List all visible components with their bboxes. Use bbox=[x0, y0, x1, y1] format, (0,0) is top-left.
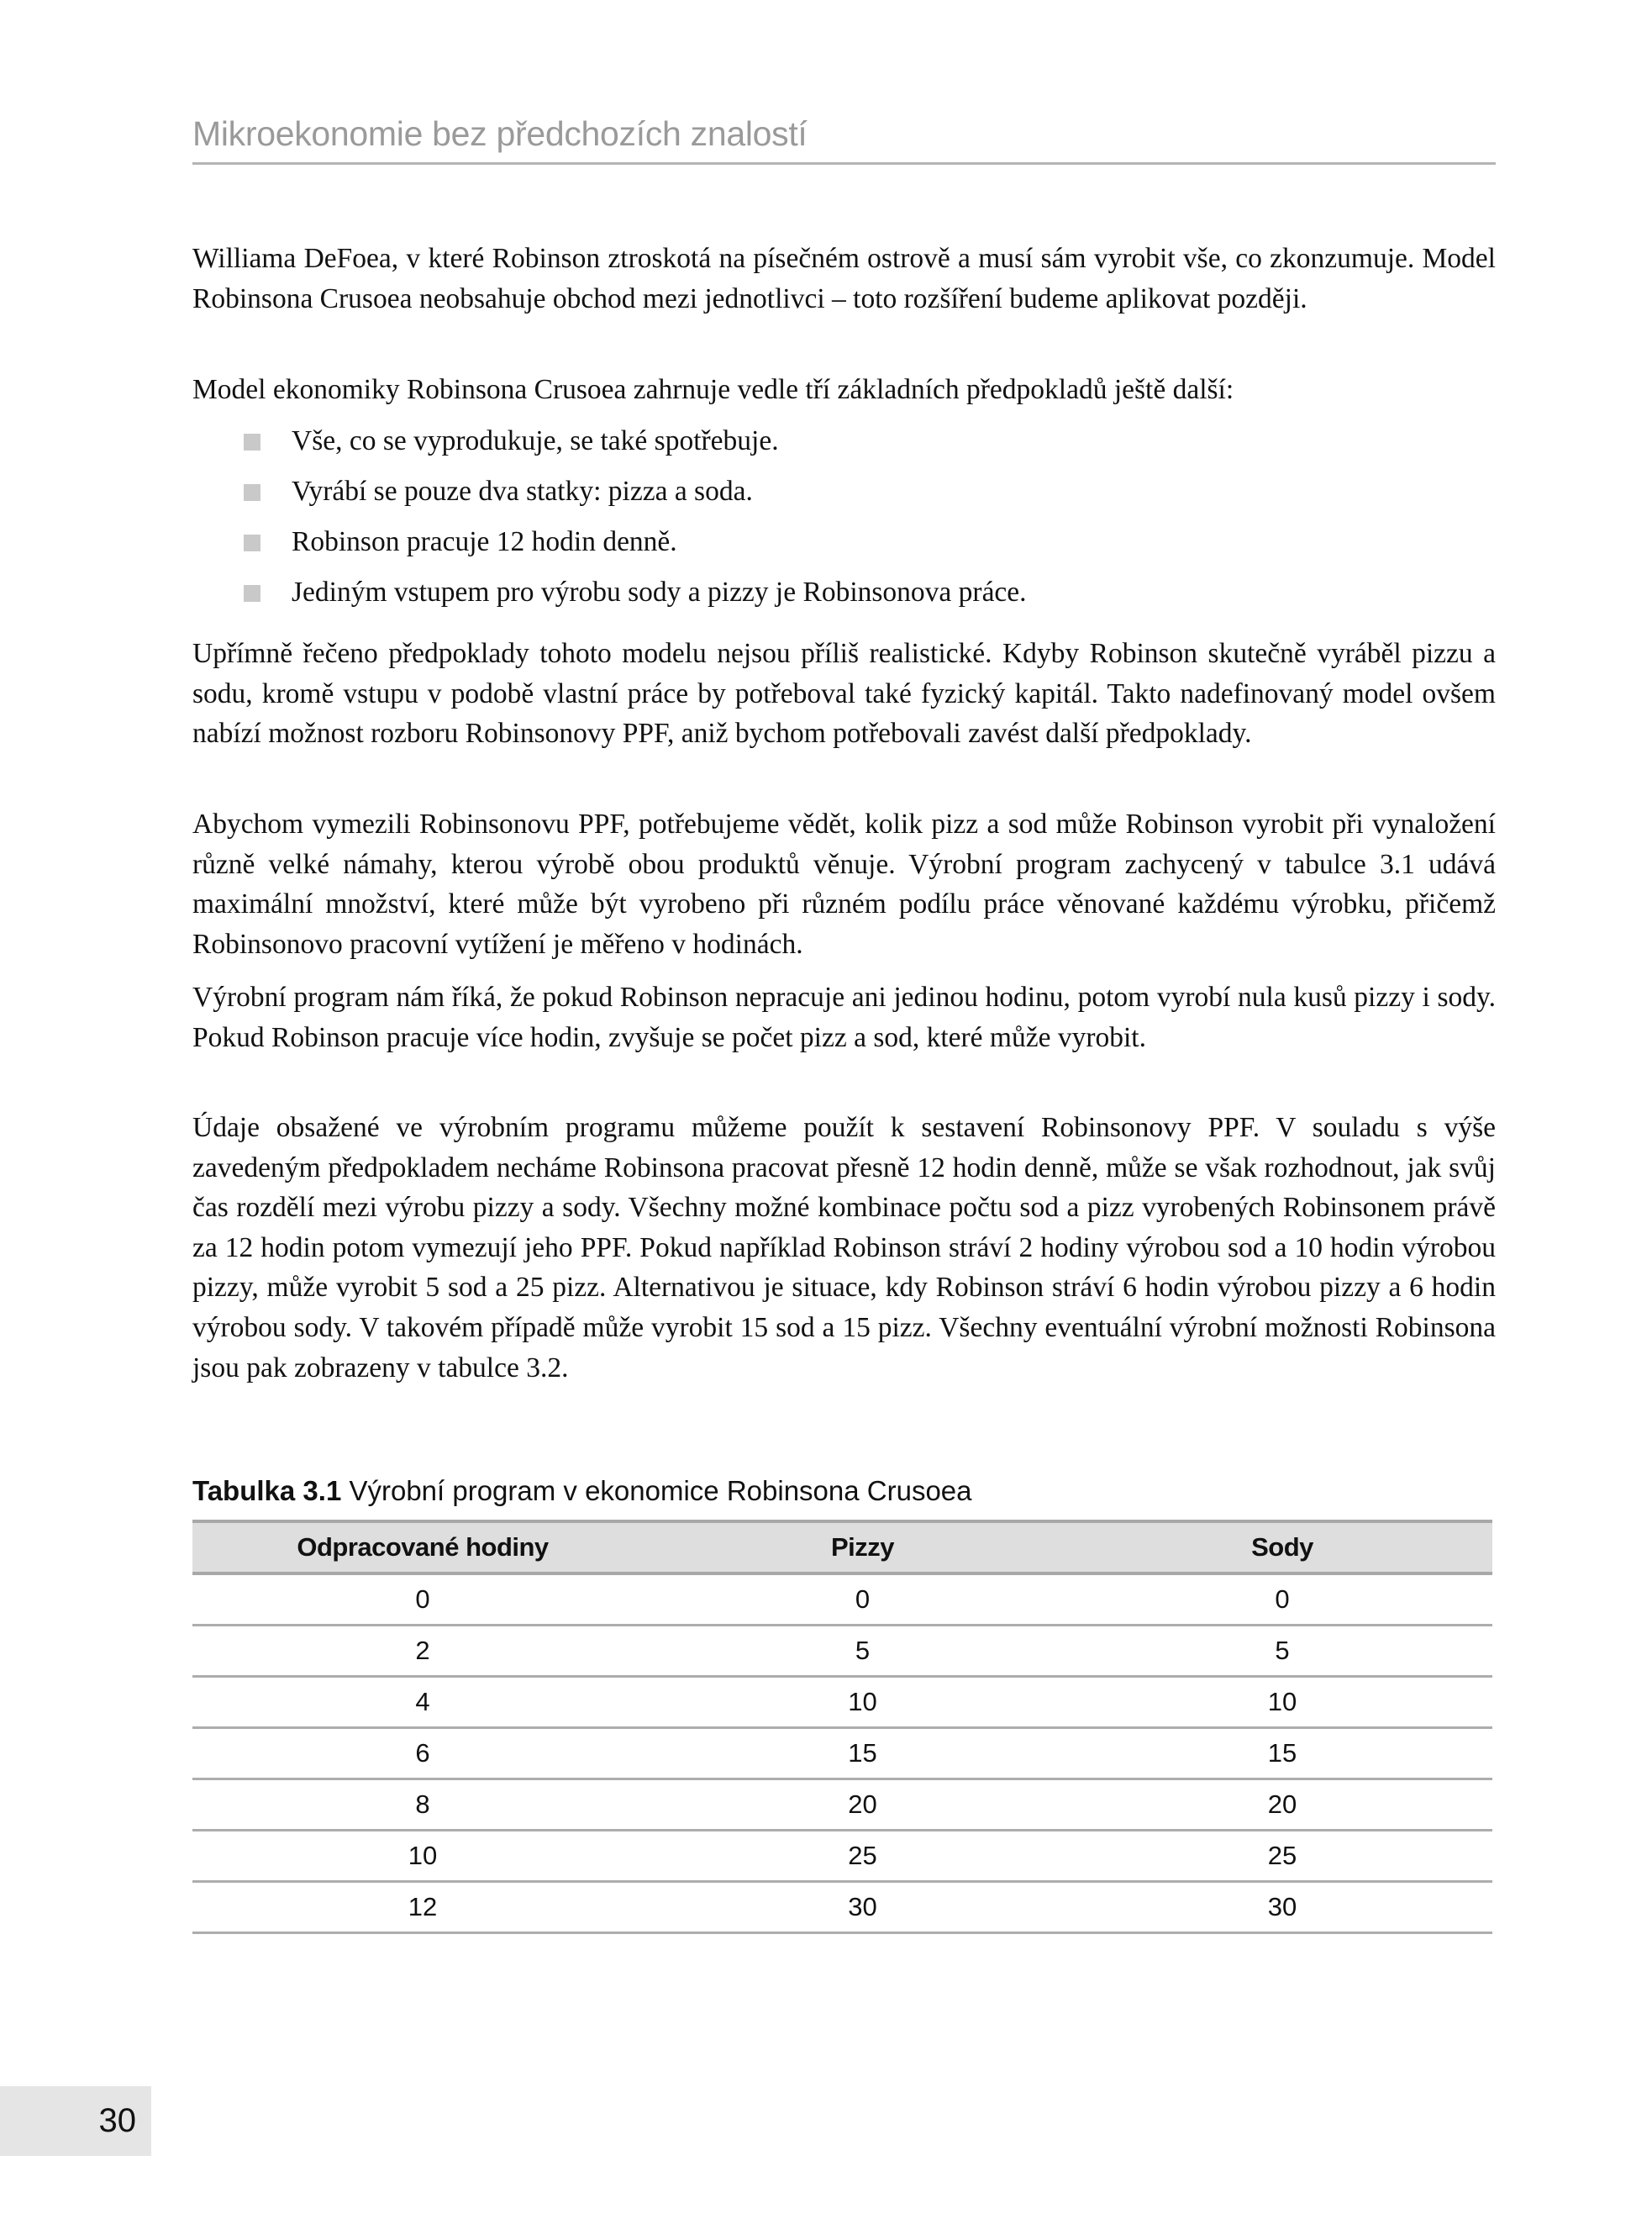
cell-soda: 30 bbox=[1072, 1882, 1492, 1933]
cell-soda: 25 bbox=[1072, 1831, 1492, 1882]
cell-pizza: 20 bbox=[653, 1779, 1072, 1831]
list-item bbox=[192, 466, 1496, 517]
cell-hours: 2 bbox=[192, 1626, 653, 1677]
table-row bbox=[192, 1728, 1492, 1779]
column-header-pizza: Pizzy bbox=[653, 1521, 1072, 1573]
list-item bbox=[192, 567, 1496, 618]
table-row bbox=[192, 1831, 1492, 1882]
cell-pizza: 10 bbox=[653, 1677, 1072, 1728]
table-row bbox=[192, 1573, 1492, 1626]
cell-pizza: 5 bbox=[653, 1626, 1072, 1677]
cell-soda: 5 bbox=[1072, 1626, 1492, 1677]
paragraph-intro: Williama DeFoea, v které Robinson ztroskotá na písečném ostrově a musí sám vyrobit vše, co zkonzumuje. Model Robinsona Crusoea neobsahuje obchod mezi jednotlivci – toto rozšíření budeme aplikovat později. bbox=[192, 243, 1496, 314]
table-caption-label: Tabulka 3.1 bbox=[192, 1475, 342, 1506]
cell-pizza: 15 bbox=[653, 1728, 1072, 1779]
header-divider bbox=[192, 162, 1496, 165]
table-row bbox=[192, 1882, 1492, 1933]
cell-soda: 0 bbox=[1072, 1573, 1492, 1626]
cell-hours: 6 bbox=[192, 1728, 653, 1779]
cell-hours: 10 bbox=[192, 1831, 653, 1882]
paragraph-ppf-construction: Údaje obsažené ve výrobním programu můžeme použít k sestavení Robinsonovy PPF. V souladu s výše zavedeným předpokladem necháme Robinsona pracovat přesně 12 hodin denně, může se však rozhodnout, jak svůj čas rozdělí mezi výrobu pizzy a sody. Všechny možné kombinace počtu sod a pizz vyrobených Robinsonem právě za 12 hodin potom vymezují jeho PPF. Pokud například Robinson stráví 2 hodiny výrobou sod a 10 hodin výrobou pizzy, může vyrobit 5 sod a 25 pizz. Alternativou je situace, kdy Robinson stráví 6 hodin výrobou pizzy a 6 hodin výrobou sody. V takovém případě může vyrobit 15 sod a 15 pizz. Všechny eventuální výrobní možnosti Robinsona jsou pak zobrazeny v tabulce 3.2. bbox=[192, 1112, 1496, 1383]
cell-hours: 8 bbox=[192, 1779, 653, 1831]
square-bullet-icon bbox=[244, 535, 260, 551]
paragraph-assumptions-lead: Model ekonomiky Robinsona Crusoea zahrnuje vedle tří základních předpokladů ještě další: bbox=[192, 374, 1234, 405]
page-number-box bbox=[0, 2086, 151, 2156]
cell-soda: 15 bbox=[1072, 1728, 1492, 1779]
assumption-list bbox=[192, 416, 1496, 618]
paragraph-ppf-definition: Abychom vymezili Robinsonovu PPF, potřebujeme vědět, kolik pizz a sod může Robinson vyrobit při vynaložení různě velké námahy, kterou výrobě obou produktů věnuje. Výrobní program zachycený v tabulce 3.1 udává maximální množství, které může být vyrobeno při různém podílu práce věnované každému výrobku, přičemž Robinsonovo pracovní vytížení je měřeno v hodinách. bbox=[192, 809, 1496, 960]
cell-pizza: 30 bbox=[653, 1882, 1072, 1933]
cell-pizza: 25 bbox=[653, 1831, 1072, 1882]
list-item bbox=[192, 517, 1496, 567]
table-row bbox=[192, 1626, 1492, 1677]
cell-soda: 10 bbox=[1072, 1677, 1492, 1728]
production-table bbox=[192, 1520, 1492, 1934]
table-row bbox=[192, 1677, 1492, 1728]
list-item-text: Robinson pracuje 12 hodin denně. bbox=[292, 526, 677, 557]
paragraph-realism: Upřímně řečeno předpoklady tohoto modelu nejsou příliš realistické. Kdyby Robinson skutečně vyráběl pizzu a sodu, kromě vstupu v podobě vlastní práce by potřeboval také fyzický kapitál. Takto nadefinovaný model ovšem nabízí možnost rozboru Robinsonovy PPF, aniž bychom potřebovali zavést další předpoklady. bbox=[192, 638, 1496, 750]
cell-pizza: 0 bbox=[653, 1573, 1072, 1626]
cell-hours: 4 bbox=[192, 1677, 653, 1728]
square-bullet-icon bbox=[244, 434, 260, 451]
list-item-text: Jediným vstupem pro výrobu sody a pizzy je Robinsonova práce. bbox=[292, 577, 1027, 608]
square-bullet-icon bbox=[244, 585, 260, 602]
table-caption-text: Výrobní program v ekonomice Robinsona Crusoea bbox=[341, 1475, 972, 1506]
column-header-hours: Odpracované hodiny bbox=[192, 1521, 653, 1573]
table-row bbox=[192, 1779, 1492, 1831]
list-item-text: Vše, co se vyprodukuje, se také spotřebuje. bbox=[292, 425, 779, 456]
running-head: Mikroekonomie bez předchozích znalostí bbox=[192, 114, 808, 153]
table-caption bbox=[192, 1471, 1496, 1511]
cell-hours: 12 bbox=[192, 1882, 653, 1933]
cell-soda: 20 bbox=[1072, 1779, 1492, 1831]
column-header-soda: Sody bbox=[1072, 1521, 1492, 1573]
square-bullet-icon bbox=[244, 484, 260, 501]
paragraph-production-program: Výrobní program nám říká, že pokud Robinson nepracuje ani jedinou hodinu, potom vyrobí nula kusů pizzy i sody. Pokud Robinson pracuje více hodin, zvyšuje se počet pizz a sod, které může vyrobit. bbox=[192, 982, 1496, 1053]
page-number: 30 bbox=[98, 2102, 136, 2139]
list-item-text: Vyrábí se pouze dva statky: pizza a soda. bbox=[292, 476, 753, 507]
cell-hours: 0 bbox=[192, 1573, 653, 1626]
table-header-row bbox=[192, 1521, 1492, 1573]
list-item bbox=[192, 416, 1496, 466]
